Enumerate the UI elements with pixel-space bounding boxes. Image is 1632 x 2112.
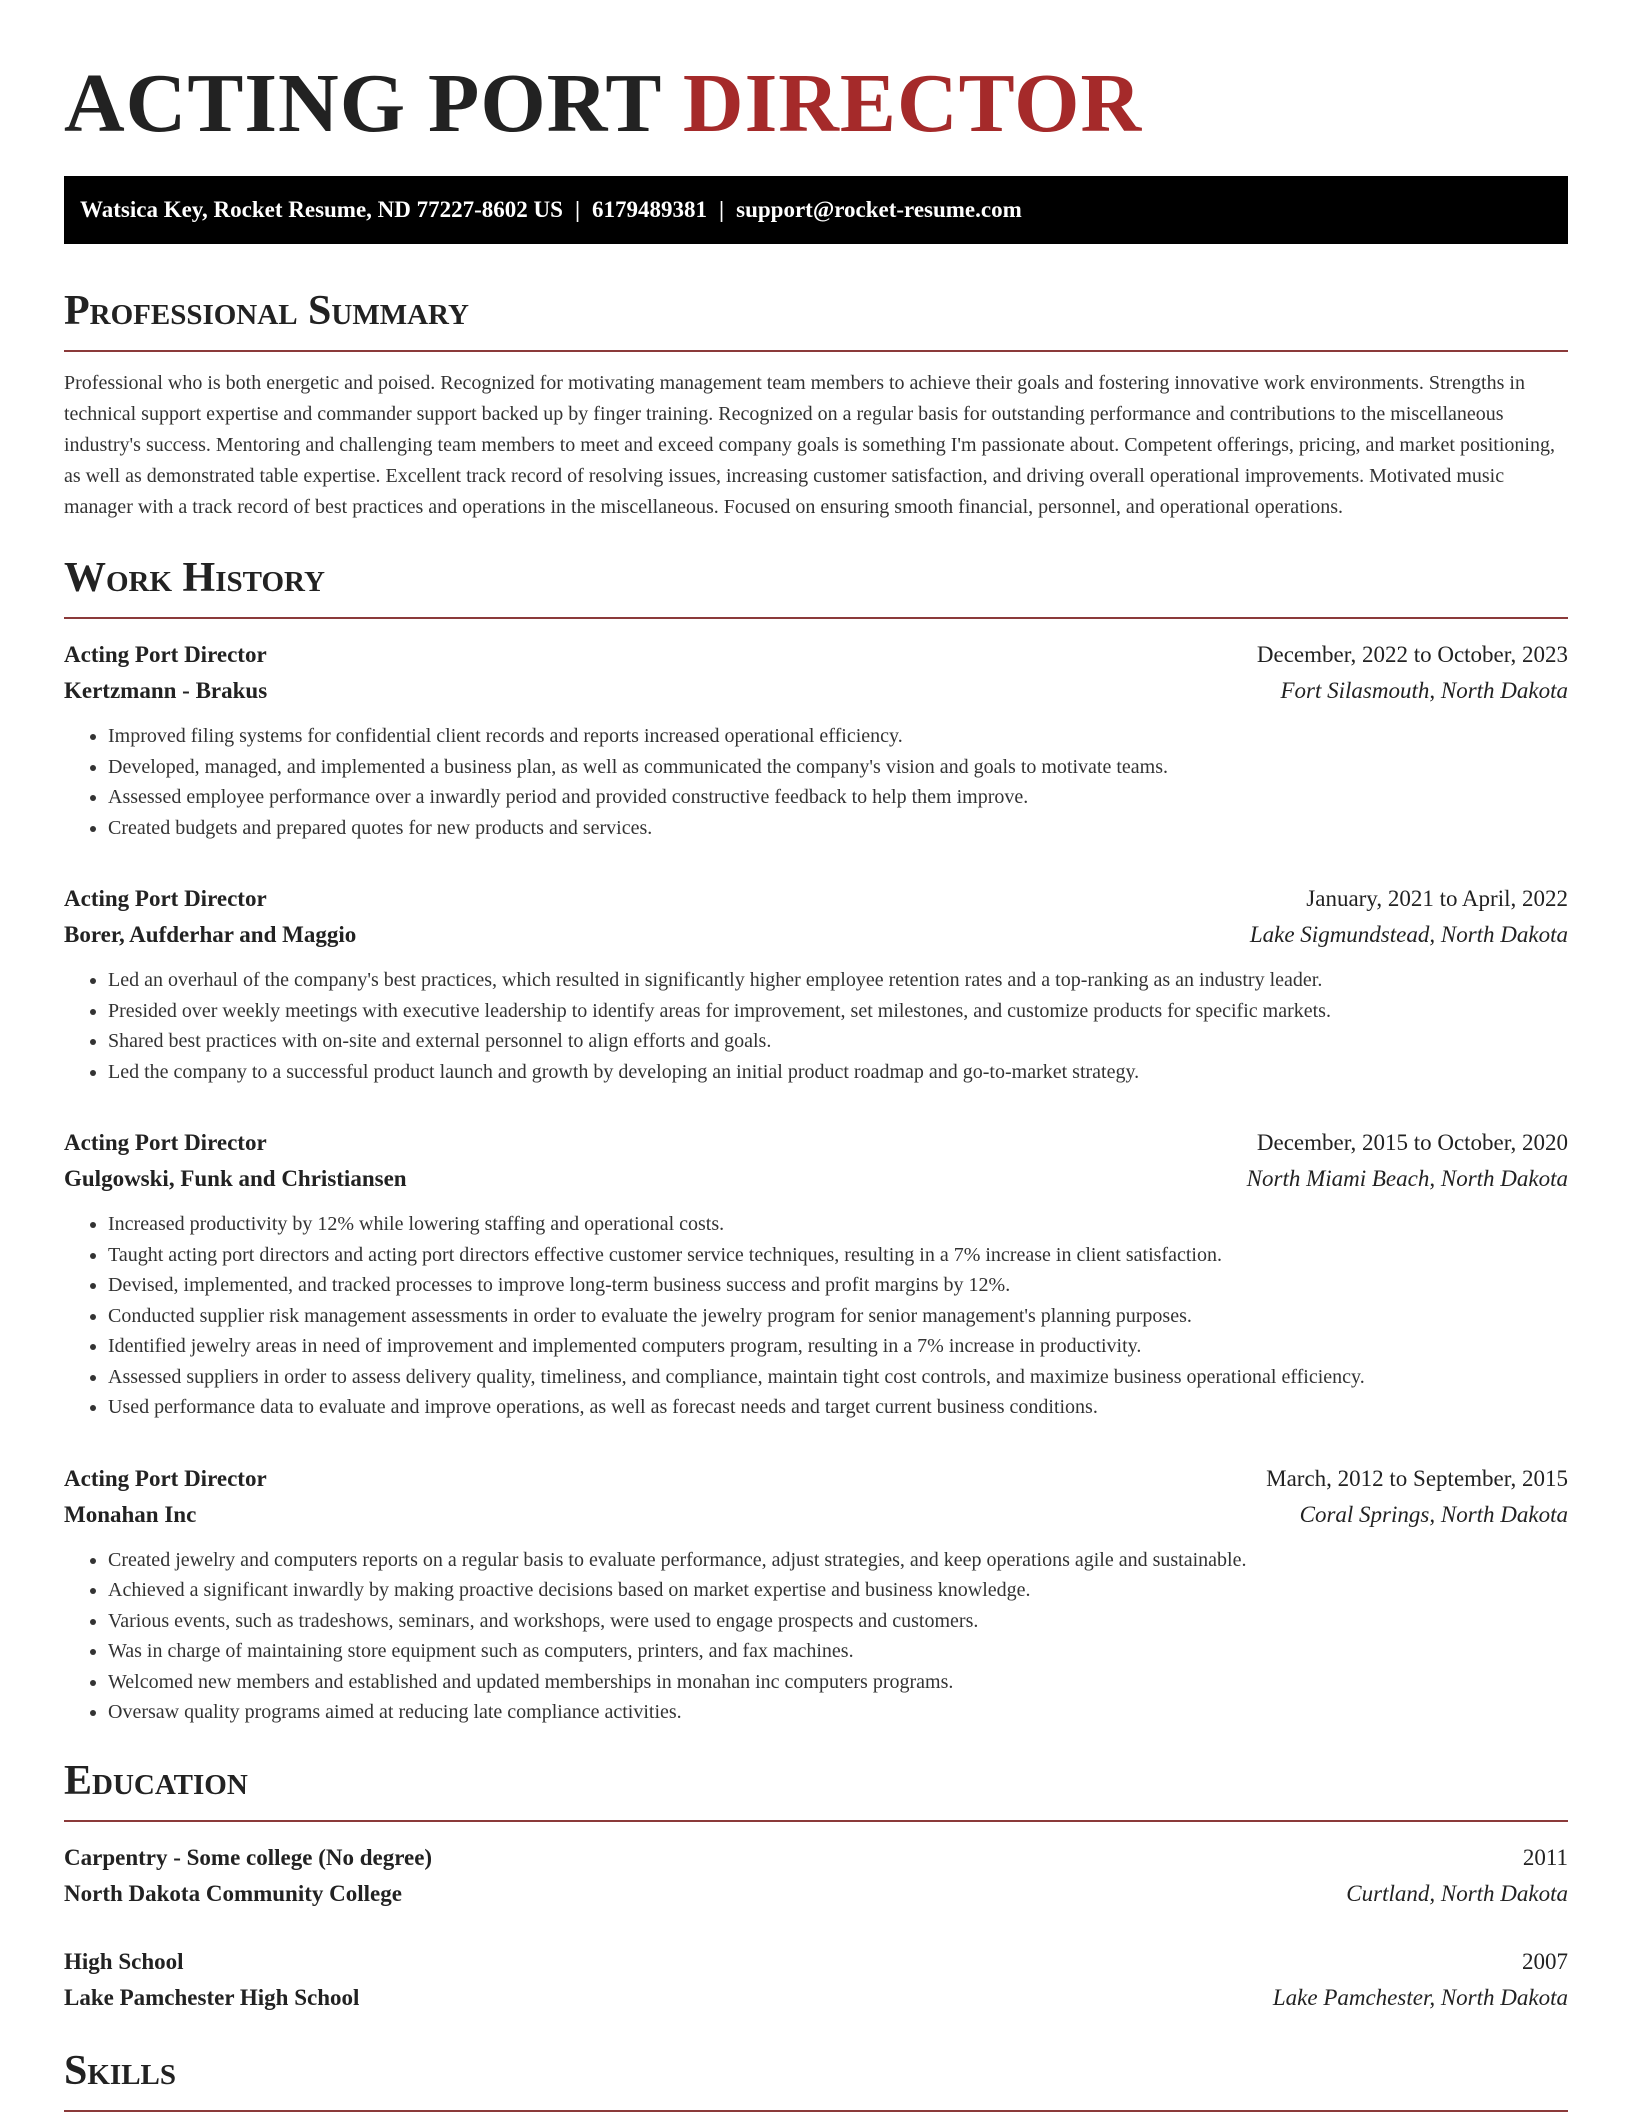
contact-separator: | <box>719 197 725 222</box>
job-bullet: • Improved filing systems for confidential client records and reports increased operational efficiency. <box>108 721 1568 752</box>
education-title: Education <box>64 1756 1568 1822</box>
skills-section <box>64 2046 1568 2112</box>
job-header-row <box>64 881 1568 917</box>
education-section <box>64 1756 1568 2016</box>
education-school: Lake Pamchester High School <box>64 1984 360 2010</box>
job-bullet: • Assessed employee performance over a inwardly period and provided constructive feedback to help them improve. <box>108 782 1568 813</box>
job-bullets <box>64 1545 1568 1728</box>
job-bullets <box>64 721 1568 843</box>
name-part-primary: ACTING PORT <box>64 57 661 150</box>
job-location: Coral Springs, North Dakota <box>1299 1501 1568 1527</box>
job-bullet: • Led an overhaul of the company's best practices, which resulted in significantly higher employee retention rates and a top-ranking as an industry leader. <box>108 965 1568 996</box>
education-degree: High School <box>64 1948 184 1974</box>
job-bullet: • Led the company to a successful product launch and growth by developing an initial product roadmap and go-to-market strategy. <box>108 1057 1568 1088</box>
education-header-row <box>64 1944 1568 1980</box>
education-degree: Carpentry - Some college (No degree) <box>64 1844 433 1870</box>
summary-section <box>64 286 1568 523</box>
job-header-row <box>64 1125 1568 1161</box>
contact-separator: | <box>574 197 581 222</box>
education-entry <box>64 1840 1568 1912</box>
job-bullet: • Welcomed new members and established and updated memberships in monahan inc computers programs. <box>108 1667 1568 1698</box>
job-entry <box>64 881 1568 1087</box>
job-bullet: • Was in charge of maintaining store equipment such as computers, printers, and fax machines. <box>108 1636 1568 1667</box>
job-location: Lake Sigmundstead, North Dakota <box>1249 922 1568 947</box>
education-year: 2011 <box>1522 1844 1568 1870</box>
job-dates: March, 2012 to September, 2015 <box>1266 1465 1568 1491</box>
education-school-row <box>64 1876 1568 1912</box>
job-bullet: • Presided over weekly meetings with executive leadership to identify areas for improvement, set milestones, and customize products for specific markets. <box>108 996 1568 1027</box>
job-company: Borer, Aufderhar and Maggio <box>64 922 357 947</box>
job-bullet: • Various events, such as tradeshows, seminars, and workshops, were used to engage prospects and customers. <box>108 1606 1568 1637</box>
education-school-row <box>64 1980 1568 2016</box>
name-part-accent: DIRECTOR <box>682 57 1143 150</box>
job-entry <box>64 1125 1568 1423</box>
work-history-title: Work History <box>64 553 1568 619</box>
job-bullet: • Identified jewelry areas in need of improvement and implemented computers program, resulting in a 7% increase in productivity. <box>108 1331 1568 1362</box>
work-history-section <box>64 553 1568 1728</box>
education-location: Lake Pamchester, North Dakota <box>1272 1984 1568 2010</box>
contact-bar <box>64 176 1568 244</box>
job-header-row <box>64 637 1568 673</box>
resume-name-heading <box>64 0 1568 154</box>
education-year: 2007 <box>1522 1948 1568 1974</box>
education-header-row <box>64 1840 1568 1876</box>
job-bullet: • Shared best practices with on-site and external personnel to align efforts and goals. <box>108 1026 1568 1057</box>
job-bullet: • Increased productivity by 12% while lowering staffing and operational costs. <box>108 1209 1568 1240</box>
education-school: North Dakota Community College <box>64 1880 402 1906</box>
resume-page <box>64 0 1568 2112</box>
job-company-row <box>64 673 1568 709</box>
job-dates: December, 2015 to October, 2020 <box>1256 1130 1568 1155</box>
job-bullet: • Taught acting port directors and acting port directors effective customer service techniques, resulting in a 7% increase in client satisfaction. <box>108 1240 1568 1271</box>
job-location: Fort Silasmouth, North Dakota <box>1280 678 1568 703</box>
summary-text: Professional who is both energetic and poised. Recognized for motivating management team members to achieve their goals and fostering innovative work environments. Strengths in technical support expertise and commander support backed up by finger training. Recognized on a regular basis for outstanding performance and contributions to the miscellaneous industry's success. Mentoring and challenging team members to meet and exceed company goals is something I'm passionate about. Competent offerings, pricing, and market positioning, as well as demonstrated table expertise. Excellent track record of resolving issues, increasing customer satisfaction, and driving overall operational improvements. Motivated music manager with a track record of best practices and operations in the miscellaneous. Focused on ensuring smooth financial, personnel, and operational operations. <box>64 372 1555 518</box>
job-bullet: • Assessed suppliers in order to assess delivery quality, timeliness, and compliance, maintain tight cost controls, and maximize business operational efficiency. <box>108 1362 1568 1393</box>
job-entry <box>64 637 1568 843</box>
job-role: Acting Port Director <box>64 1130 267 1155</box>
summary-title: Professional Summary <box>64 286 1568 352</box>
job-bullets <box>64 1209 1568 1423</box>
contact-address: Watsica Key, Rocket Resume, ND 77227-8602 US <box>80 197 563 222</box>
job-dates: January, 2021 to April, 2022 <box>1306 886 1568 911</box>
job-company-row <box>64 917 1568 953</box>
job-bullet: • Conducted supplier risk management assessments in order to evaluate the jewelry program for senior management's planning purposes. <box>108 1301 1568 1332</box>
job-bullet: • Used performance data to evaluate and improve operations, as well as forecast needs and target current business conditions. <box>108 1392 1568 1423</box>
job-role: Acting Port Director <box>64 886 267 911</box>
contact-phone: 6179489381 <box>592 197 708 222</box>
job-bullet: • Developed, managed, and implemented a business plan, as well as communicated the company's vision and goals to motivate teams. <box>108 752 1568 783</box>
job-role: Acting Port Director <box>64 642 267 667</box>
job-role: Acting Port Director <box>64 1465 267 1491</box>
education-entry <box>64 1944 1568 2016</box>
skills-title: Skills <box>64 2046 1568 2112</box>
job-company: Gulgowski, Funk and Christiansen <box>64 1166 407 1191</box>
job-company: Kertzmann - Brakus <box>64 678 268 703</box>
job-bullets <box>64 965 1568 1087</box>
job-entry <box>64 1461 1568 1728</box>
job-header-row <box>64 1461 1568 1497</box>
education-location: Curtland, North Dakota <box>1346 1880 1568 1906</box>
job-bullet: • Oversaw quality programs aimed at reducing late compliance activities. <box>108 1697 1568 1728</box>
job-company-row <box>64 1161 1568 1197</box>
job-company: Monahan Inc <box>64 1501 197 1527</box>
contact-email: support@rocket-resume.com <box>736 197 1022 222</box>
job-dates: December, 2022 to October, 2023 <box>1256 642 1568 667</box>
job-company-row <box>64 1497 1568 1533</box>
job-bullet: • Achieved a significant inwardly by making proactive decisions based on market expertise and business knowledge. <box>108 1575 1568 1606</box>
job-bullet: • Devised, implemented, and tracked processes to improve long-term business success and profit margins by 12%. <box>108 1270 1568 1301</box>
job-bullet: • Created budgets and prepared quotes for new products and services. <box>108 813 1568 844</box>
job-location: North Miami Beach, North Dakota <box>1246 1166 1568 1191</box>
job-bullet: • Created jewelry and computers reports on a regular basis to evaluate performance, adjust strategies, and keep operations agile and sustainable. <box>108 1545 1568 1576</box>
